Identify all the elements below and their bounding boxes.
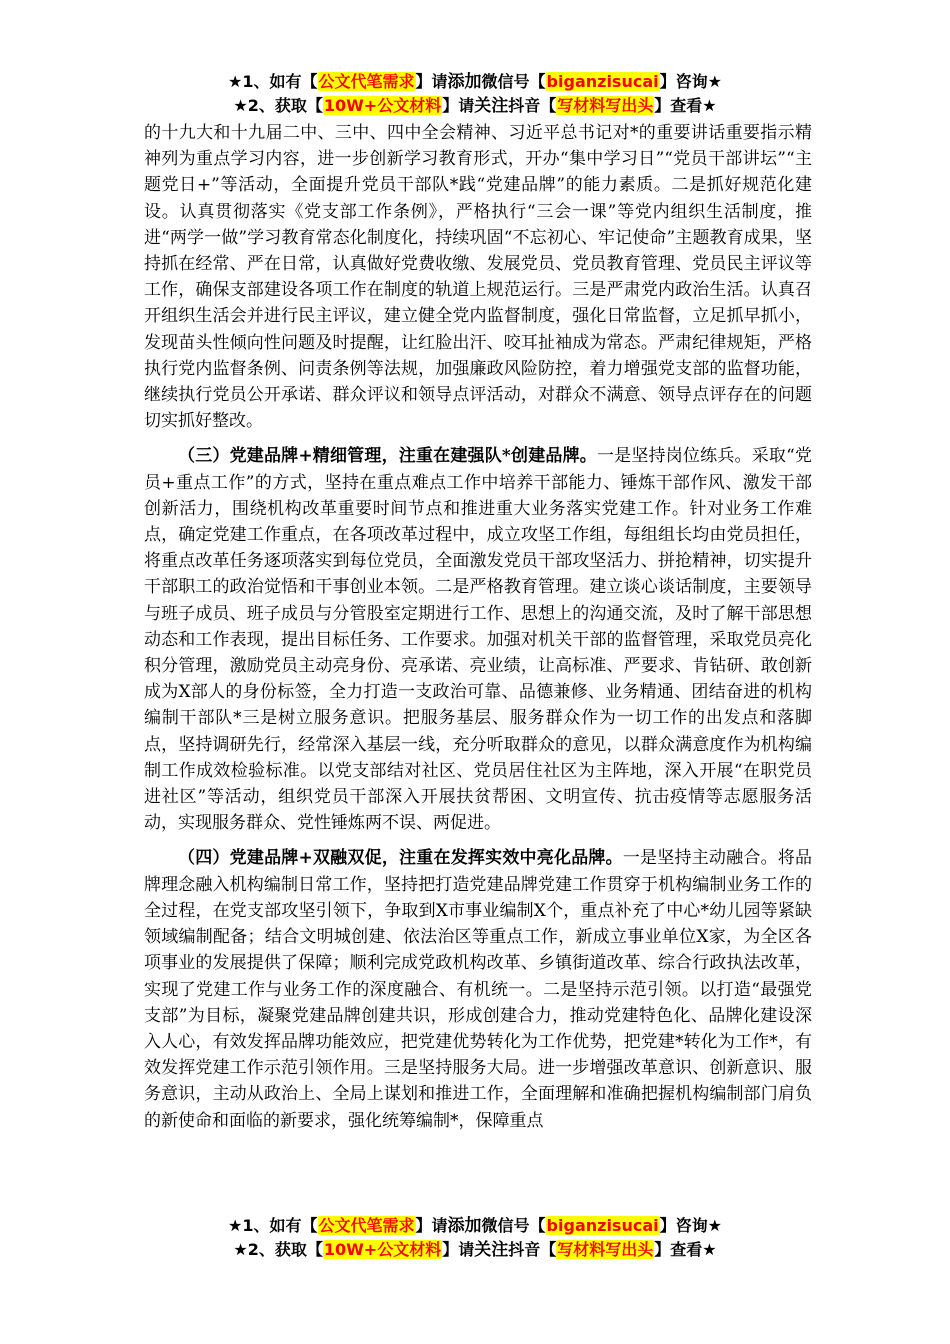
banner-text: 微信号【 xyxy=(481,1216,546,1235)
highlight-wechat-id: biganzisucai xyxy=(546,72,659,91)
banner-text: 】请 xyxy=(442,1240,475,1259)
footer-banner xyxy=(0,1214,950,1262)
banner-text: 】请 xyxy=(415,72,448,91)
banner-text: ★1、如有【 xyxy=(228,72,318,91)
paragraph-text: 一是坚持主动融合。将品牌理念融入机构编制日常工作，坚持把打造党建品牌党建工作贯穿于机构编制业务工作的全过程，在党支部攻坚引领下，争取到X市事业编制X个，重点补充了中心*幼儿园等紧缺领域编制配备；结合文明城创建、依法治区等重点工作，新成立事业单位X家，为全区各项事业的发展提供了保障；顺利完成党政机构改革、乡镇街道改革、综合行政执法改革，实现了党建工作与业务工作的深度融合、有机统一。二是坚持示范引领。以打造“最强党支部”为目标，凝聚党建品牌创建共识，形成创建合力，推动党建特色化、品牌化建设深入人心，有效发挥品牌功能效应，把党建优势转化为工作优势，把党建*转化为工作*，有效发挥党建工作示范引领作用。三是坚持服务大局。进一步增强改革意识、创新意识、服务意识，主动从政治上、全局上谋划和推进工作，全面理解和准确把握机构编制部门肩负的新使命和面临的新要求，强化统筹编制*，保障重点 xyxy=(144,848,812,1131)
banner-text: 】请 xyxy=(442,96,475,115)
banner-line-2 xyxy=(0,94,950,118)
document-body xyxy=(144,120,812,1143)
banner-emphasis: 关注 xyxy=(474,1240,509,1260)
banner-text: 抖音【 xyxy=(508,1240,557,1259)
paragraph-text: 一是坚持岗位练兵。采取“党员+重点工作”的方式，坚持在重点难点工作中培养干部能力、锤炼干部作风、激发干部创新活力，围绕机构改革重要时间节点和推进重大业务落实党建工作。针对业务工作难点，确定党建工作重点，在各项改革过程中，成立攻坚工作组，每组组长均由党员担任，将重点改革任务逐项落实到每位党员，全面激发党员干部攻坚活力、拼抢精神，切实提升干部职工的政治觉悟和干事创业本领。二是严格教育管理。建立谈心谈话制度，主要领导与班子成员、班子成员与分管股室定期进行工作、思想上的沟通交流，及时了解干部思想动态和工作表现，提出目标任务、工作要求。加强对机关干部的监督管理，采取党员亮化积分管理，激励党员主动亮身份、亮承诺、亮业绩，让高标准、严要求、肯钻研、敢创新成为X部人的身份标签，全力打造一支政治可靠、品德兼修、业务精通、团结奋进的机构编制干部队*三是树立服务意识。把服务基层、服务群众作为一切工作的出发点和落脚点，坚持调研先行，经常深入基层一线，充分听取群众的意见，以群众满意度作为机构编制工作成效检验标准。以党支部结对社区、党员居住社区为主阵地，深入开展“在职党员进社区”等活动，组织党员干部深入开展扶贫帮困、文明宣传、抗击疫情等志愿服务活动，实现服务群众、党性锤炼两不误、两促进。 xyxy=(144,446,812,834)
banner-emphasis: 添加 xyxy=(447,1216,482,1236)
highlight-service: 公文代笔需求 xyxy=(318,72,415,91)
paragraph-text: 的十九大和十九届二中、三中、四中全会精神、习近平总书记对*的重要讲话重要指示精神列为重点学习内容，进一步创新学习教育形式，开办“集中学习日”“党员干部讲坛”“主题党日+”等活动，全面提升党员干部队*践“党建品牌”的能力素质。二是抓好规范化建设。认真贯彻落实《党支部工作条例》，严格执行“三会一课”等党内组织生活制度，推进“两学一做”学习教育常态化制度化，持续巩固“不忘初心、牢记使命”主题教育成果，坚持抓在经常、严在日常，认真做好党费收缴、发展党员、党员教育管理、党员民主评议等工作，确保支部建设各项工作在制度的轨道上规范运行。三是严肃党内政治生活。认真召开组织生活会并进行民主评议，建立健全党内监督制度，强化日常监督，立足抓早抓小，发现苗头性倾向性问题及时提醒，让红脸出汗、咬耳扯袖成为常态。严肃纪律规矩，严格执行党内监督条例、问责条例等法规，加强廉政风险防控，着力增强党支部的监督功能，继续执行党员公开承诺、群众评议和领导点评活动，对群众不满意、领导点评存在的问题切实抓好整改。 xyxy=(144,123,812,432)
banner-text: ★2、获取【 xyxy=(233,1240,323,1259)
banner-text: 微信号【 xyxy=(481,72,546,91)
highlight-douyin-account: 写材料写出头 xyxy=(557,1240,654,1259)
banner-text: 】请 xyxy=(415,1216,448,1235)
highlight-materials: 10W+公文材料 xyxy=(323,1240,442,1259)
highlight-wechat-id: biganzisucai xyxy=(546,1216,659,1235)
highlight-douyin-account: 写材料写出头 xyxy=(557,96,654,115)
section-heading: （三）党建品牌+精细管理，注重在建强队*创建品牌。 xyxy=(178,446,597,467)
banner-emphasis: 添加 xyxy=(447,72,482,92)
banner-text: 】查看★ xyxy=(654,1240,717,1259)
banner-line-1 xyxy=(0,70,950,94)
highlight-service: 公文代笔需求 xyxy=(318,1216,415,1235)
banner-text: 】查看★ xyxy=(654,96,717,115)
paragraph-2 xyxy=(144,443,812,836)
banner-emphasis: 关注 xyxy=(474,96,509,116)
banner-text: ★2、获取【 xyxy=(233,96,323,115)
section-heading: （四）党建品牌+双融双促，注重在发挥实效中亮化品牌。 xyxy=(178,848,623,869)
paragraph-1 xyxy=(144,120,812,434)
paragraph-3 xyxy=(144,845,812,1133)
banner-text: 】咨询★ xyxy=(659,1216,722,1235)
banner-text: 】咨询★ xyxy=(659,72,722,91)
banner-text: 抖音【 xyxy=(508,96,557,115)
banner-text: ★1、如有【 xyxy=(228,1216,318,1235)
banner-line-1 xyxy=(0,1214,950,1238)
highlight-materials: 10W+公文材料 xyxy=(323,96,442,115)
banner-line-2 xyxy=(0,1238,950,1262)
header-banner xyxy=(0,70,950,118)
